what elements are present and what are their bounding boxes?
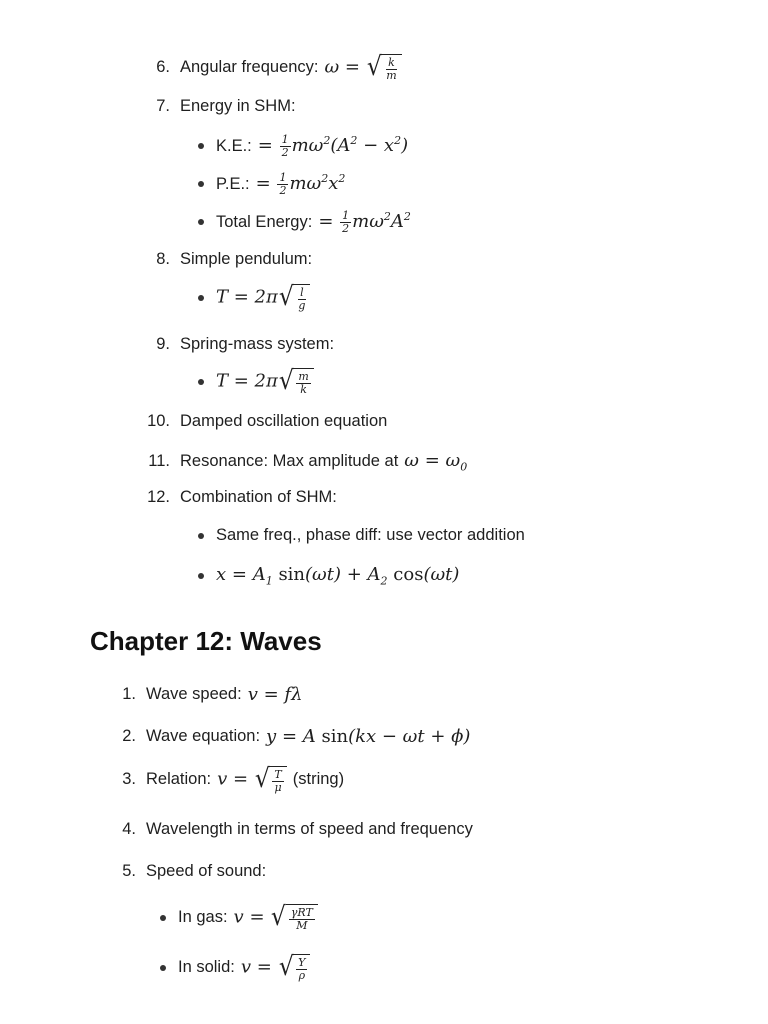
formula: = $\frac{1}{2}$ $m\omega^2(A^2 - x^2)$ <box>257 133 409 159</box>
item-number: 3. <box>122 770 136 789</box>
item-label: Resonance: Max amplitude at <box>180 452 399 471</box>
formula: ω = √ $\frac{k}{m}$ <box>325 54 402 81</box>
list-item <box>110 726 470 747</box>
sub-list-item <box>198 526 525 545</box>
item-label: Combination of SHM: <box>180 488 337 506</box>
list-item <box>110 766 344 793</box>
item-label: Same freq., phase diff: use vector addition <box>216 526 525 544</box>
list-item <box>144 97 296 116</box>
bullet-icon <box>160 915 166 921</box>
item-label: K.E.: <box>216 136 252 155</box>
item-label: Energy in SHM: <box>180 97 296 115</box>
item-label: Relation: <box>146 770 212 789</box>
item-number: 11. <box>148 452 170 471</box>
bullet-icon <box>198 533 204 539</box>
list-item <box>110 820 473 839</box>
item-label: Speed of sound: <box>146 862 267 880</box>
item-number: 10. <box>147 412 170 430</box>
item-label: Wave speed: <box>146 685 242 703</box>
list-item <box>110 862 266 881</box>
chapter-heading: Chapter 12: Waves <box>90 626 322 656</box>
sub-list-item <box>198 368 314 395</box>
bullet-icon <box>198 573 204 579</box>
item-label: P.E.: <box>216 174 250 193</box>
item-number: 4. <box>122 820 136 838</box>
sub-list-item <box>160 904 318 931</box>
item-label: Angular frequency: <box>180 58 319 77</box>
sub-list-item <box>198 210 411 234</box>
item-label: In solid: <box>178 958 235 977</box>
bullet-icon <box>198 379 204 385</box>
item-suffix: (string) <box>292 770 345 789</box>
item-number: 6. <box>156 58 170 77</box>
item-label: Damped oscillation equation <box>180 412 388 430</box>
formula: v = fλ <box>247 684 303 705</box>
sub-list-item <box>198 284 310 311</box>
item-label: Total Energy: <box>216 212 313 231</box>
formula: T = 2π √ $\frac{m}{k}$ <box>216 368 314 395</box>
item-number: 9. <box>156 335 170 353</box>
sub-list-item <box>198 134 408 158</box>
list-item <box>144 54 402 81</box>
item-label: Simple pendulum: <box>180 250 313 268</box>
list-item <box>144 488 337 507</box>
item-number: 7. <box>156 97 170 115</box>
formula: = $\frac{1}{2}$ $m\omega^2x^2$ <box>255 171 346 197</box>
bullet-icon <box>198 295 204 301</box>
item-number: 5. <box>122 862 136 880</box>
bullet-icon <box>160 965 166 971</box>
item-number: 8. <box>156 250 170 268</box>
bullet-icon <box>198 181 204 187</box>
item-number: 2. <box>122 727 136 745</box>
formula: v = √ $\frac{Y}{\rho}$ <box>241 954 311 981</box>
item-label: Spring-mass system: <box>180 335 335 353</box>
item-number: 12. <box>147 488 170 506</box>
list-item <box>144 412 387 431</box>
list-item <box>110 684 302 705</box>
list-item <box>144 250 312 269</box>
sub-list-item <box>198 172 345 196</box>
bullet-icon <box>198 219 204 225</box>
formula: = $\frac{1}{2}$ $m\omega^2A^2$ <box>318 209 411 235</box>
formula: $x = A_1$ $\sin(\omega t) + A_2$ cos(ωt) <box>216 564 460 588</box>
sub-list-item <box>160 954 310 981</box>
item-label: In gas: <box>178 908 228 927</box>
item-label: Wave equation: <box>146 727 261 745</box>
formula: y = A sin(kx − ωt + ϕ) <box>266 726 471 747</box>
item-label: Wavelength in terms of speed and frequency <box>146 820 473 838</box>
formula: v = √ $\frac{T}{\mu}$ <box>217 766 287 793</box>
formula: T = 2π √ $\frac{l}{g}$ <box>216 284 310 311</box>
list-item <box>144 450 467 474</box>
sub-list-item <box>198 564 459 588</box>
list-item <box>144 335 334 354</box>
formula: $\omega = \omega_0$ <box>404 450 468 474</box>
bullet-icon <box>198 143 204 149</box>
formula: v = √ $\frac{\text{γRT}}{M}$ <box>234 904 318 931</box>
item-number: 1. <box>122 685 136 703</box>
